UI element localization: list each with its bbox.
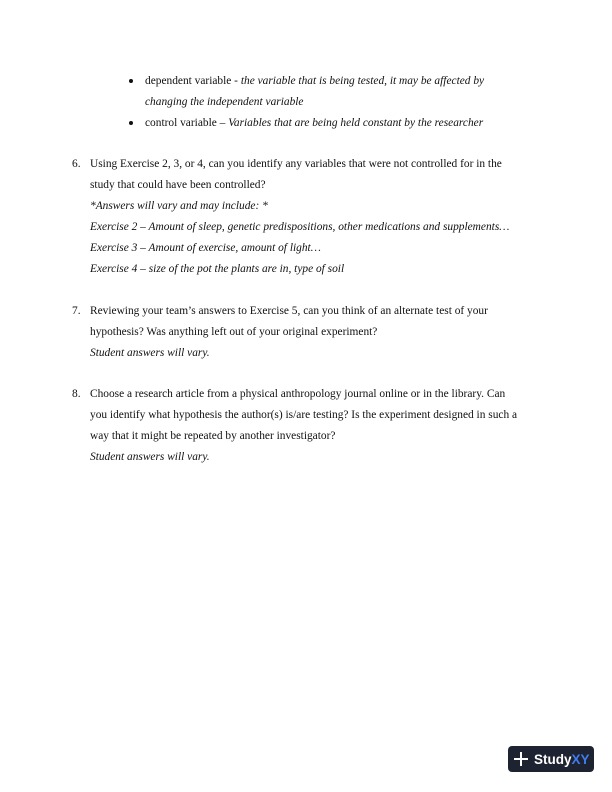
bullet-control-variable — [145, 116, 483, 130]
term-definition: the variable that is being tested, it may be affected by — [240, 75, 485, 87]
answer-text: Exercise 4 – size of the pot the plants are in, type of soil — [90, 263, 345, 275]
question-text: Choose a research article from a physical anthropology journal online or in the library. Can — [90, 388, 506, 400]
answer-text: Exercise 3 – Amount of exercise, amount of light… — [90, 242, 321, 254]
question-text: way that it might be repeated by another investigator? — [90, 430, 336, 442]
question-text: hypothesis? Was anything left out of your original experiment? — [90, 326, 378, 338]
answer-text: Student answers will vary. — [90, 347, 210, 359]
term-label: dependent variable - — [145, 75, 241, 87]
answer-text: Exercise 2 – Amount of sleep, genetic predispositions, other medications and supplements… — [90, 221, 510, 233]
term-definition-continued: changing the independent variable — [145, 96, 304, 108]
term-definition: Variables that are being held constant by the researcher — [228, 117, 484, 129]
studyxy-badge[interactable] — [508, 746, 594, 772]
brand-accent: XY — [571, 751, 590, 767]
question-text: you identify what hypothesis the author(s) is/are testing? Is the experiment designed in such a — [90, 409, 518, 421]
question-number: 8. — [72, 388, 81, 400]
bullet-dependent-variable — [145, 74, 484, 88]
plus-icon — [514, 752, 528, 766]
brand-text: Study — [534, 751, 572, 767]
bullet-dot — [129, 79, 133, 83]
question-text: Reviewing your team’s answers to Exercise 5, can you think of an alternate test of your — [90, 305, 488, 317]
bullet-dot — [129, 121, 133, 125]
term-label: control variable – — [145, 117, 229, 129]
answer-text: Student answers will vary. — [90, 451, 210, 463]
answer-text: *Answers will vary and may include: * — [90, 200, 268, 212]
question-number: 7. — [72, 305, 81, 317]
question-text: study that could have been controlled? — [90, 179, 266, 191]
question-text: Using Exercise 2, 3, or 4, can you identify any variables that were not controlled for in the — [90, 158, 502, 170]
question-number: 6. — [72, 158, 81, 170]
